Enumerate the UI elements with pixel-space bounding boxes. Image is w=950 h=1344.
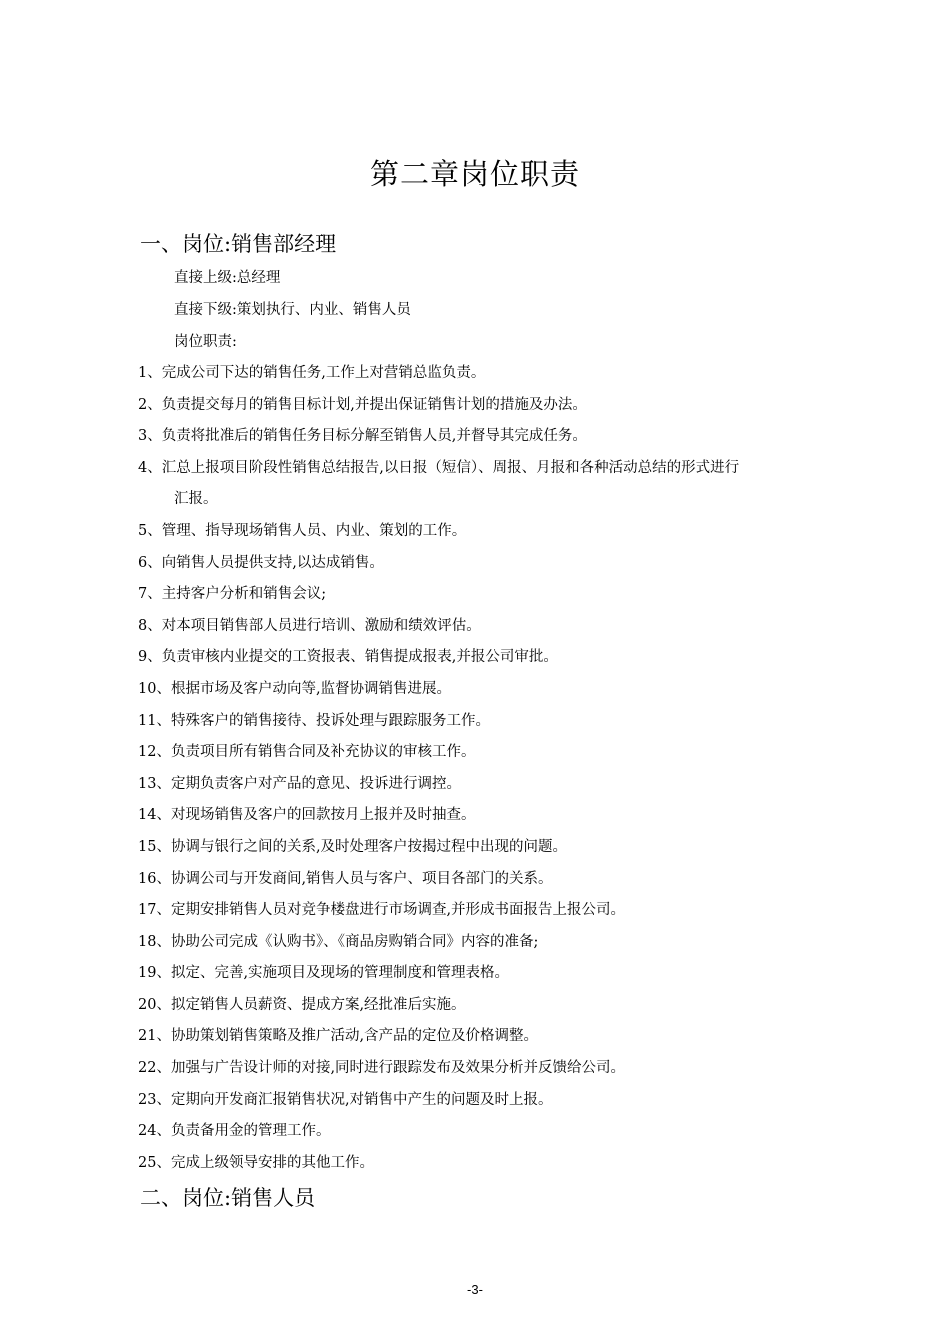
chapter-title: 第二章岗位职责 <box>369 157 580 191</box>
list-item: 19、拟定、完善,实施项目及现场的管理制度和管理表格。 <box>138 965 510 982</box>
list-item: 3、负责将批准后的销售任务目标分解至销售人员,并督导其完成任务。 <box>138 428 587 445</box>
list-item: 11、特殊客户的销售接待、投诉处理与跟踪服务工作。 <box>138 712 490 729</box>
list-item: 8、对本项目销售部人员进行培训、激励和绩效评估。 <box>138 617 481 634</box>
list-item: 5、管理、指导现场销售人员、内业、策划的工作。 <box>138 522 467 539</box>
list-item: 18、协助公司完成《认购书》、《商品房购销合同》内容的准备; <box>138 933 539 950</box>
list-item: 17、定期安排销售人员对竞争楼盘进行市场调查,并形成书面报告上报公司。 <box>138 902 626 919</box>
list-item: 2、负责提交每月的销售目标计划,并提出保证销售计划的措施及办法。 <box>138 396 587 413</box>
direct-subordinate: 直接下级:策划执行、内业、销售人员 <box>174 302 411 318</box>
list-item: 22、加强与广告设计师的对接,同时进行跟踪发布及效果分析并反馈给公司。 <box>138 1060 626 1077</box>
list-item: 1、完成公司下达的销售任务,工作上对营销总监负责。 <box>138 365 486 381</box>
list-item: 13、定期负责客户对产品的意见、投诉进行调控。 <box>138 775 461 792</box>
section-heading-sales-manager: 一、岗位:销售部经理 <box>140 232 337 256</box>
list-item: 16、协调公司与开发商间,销售人员与客户、项目各部门的关系。 <box>138 870 553 887</box>
list-item: 10、根据市场及客户动向等,监督协调销售进展。 <box>138 680 452 697</box>
list-item: 12、负责项目所有销售合同及补充协议的审核工作。 <box>138 744 476 761</box>
list-item: 23、定期向开发商汇报销售状况,对销售中产生的问题及时上报。 <box>138 1091 553 1108</box>
list-item: 25、完成上级领导安排的其他工作。 <box>138 1154 374 1171</box>
list-item: 9、负责审核内业提交的工资报表、销售提成报表,并报公司审批。 <box>138 649 558 666</box>
list-item: 14、对现场销售及客户的回款按月上报并及时抽查。 <box>138 807 476 824</box>
list-item: 6、向销售人员提供支持,以达成销售。 <box>138 554 384 571</box>
page-number: -3- <box>467 1282 483 1297</box>
direct-superior: 直接上级:总经理 <box>174 270 281 286</box>
list-item: 7、主持客户分析和销售会议; <box>138 586 327 603</box>
list-item: 15、协调与银行之间的关系,及时处理客户按揭过程中出现的问题。 <box>138 838 568 855</box>
duties-label: 岗位职责: <box>174 334 237 350</box>
list-item <box>138 453 828 516</box>
list-item: 24、负责备用金的管理工作。 <box>138 1123 331 1140</box>
duties-list <box>138 358 828 1179</box>
list-item-text: 4、汇总上报项目阶段性销售总结报告,以日报（短信）、周报、月报和各种活动总结的形式进行 <box>138 459 740 476</box>
section-heading-sales-staff: 二、岗位:销售人员 <box>140 1186 316 1210</box>
list-item: 20、拟定销售人员薪资、提成方案,经批准后实施。 <box>138 996 466 1013</box>
list-item: 21、协助策划销售策略及推广活动,含产品的定位及价格调整。 <box>138 1028 539 1045</box>
list-item-continuation: 汇报。 <box>174 491 218 508</box>
